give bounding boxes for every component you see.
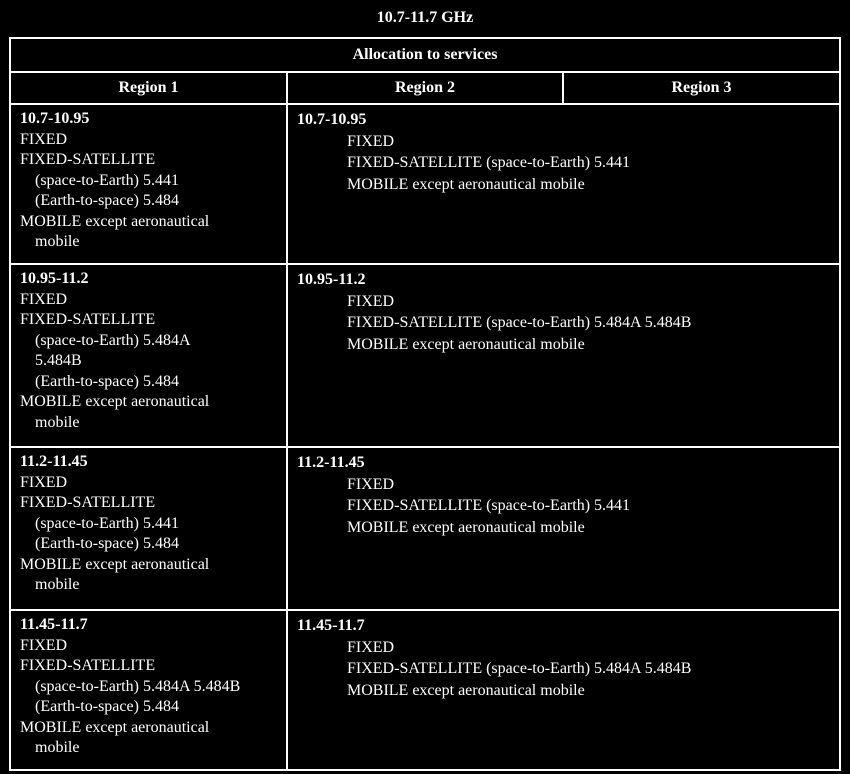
service-line: FIXED xyxy=(347,638,395,656)
region23-cell xyxy=(287,264,840,447)
service-line: FIXED xyxy=(347,292,395,310)
service-line: FIXED-SATELLITE xyxy=(20,494,156,511)
service-line: MOBILE except aeronautical mobile xyxy=(347,681,585,699)
service-line: MOBILE except aeronautical xyxy=(20,393,210,410)
service-line: (Earth-to-space) 5.484 xyxy=(35,192,179,209)
service-line: FIXED-SATELLITE (space-to-Earth) 5.484A 5.484B xyxy=(347,660,692,677)
service-line: FIXED xyxy=(20,130,68,148)
region1-cell xyxy=(10,447,287,610)
service-line: MOBILE except aeronautical xyxy=(20,555,210,573)
service-line: mobile xyxy=(35,233,80,250)
region23-cell xyxy=(287,610,840,770)
service-line: MOBILE except aeronautical mobile xyxy=(347,175,585,193)
service-line: FIXED-SATELLITE (space-to-Earth) 5.441 xyxy=(347,497,631,514)
service-line: FIXED xyxy=(347,475,395,493)
allocation-header: Allocation to services xyxy=(10,38,840,72)
region2-header: Region 2 xyxy=(287,72,563,104)
band-label: 11.45-11.7 xyxy=(20,616,88,633)
service-line: FIXED xyxy=(347,132,395,150)
band-label: 10.7-10.95 xyxy=(20,110,90,127)
region1-cell xyxy=(10,104,287,264)
service-line: (space-to-Earth) 5.484A xyxy=(35,331,191,349)
region23-cell xyxy=(287,104,840,264)
band-label: 11.2-11.45 xyxy=(20,453,88,470)
service-line: FIXED-SATELLITE xyxy=(20,151,156,168)
region1-header: Region 1 xyxy=(10,72,287,104)
service-line: mobile xyxy=(35,739,80,756)
service-line: 5.484B xyxy=(35,352,82,369)
service-line: (Earth-to-space) 5.484 xyxy=(35,372,179,390)
service-line: MOBILE except aeronautical xyxy=(20,718,210,736)
region3-header: Region 3 xyxy=(563,72,840,104)
service-line: FIXED-SATELLITE (space-to-Earth) 5.441 xyxy=(347,154,631,171)
service-line: mobile xyxy=(35,413,80,431)
page-title: 10.7-11.7 GHz xyxy=(376,9,474,26)
region23-cell xyxy=(287,447,840,610)
service-line: MOBILE except aeronautical mobile xyxy=(347,335,585,353)
service-line: (space-to-Earth) 5.441 xyxy=(35,514,179,532)
band-label: 11.45-11.7 xyxy=(297,617,365,634)
service-line: FIXED-SATELLITE (space-to-Earth) 5.484A 5.484B xyxy=(347,314,692,331)
table-row xyxy=(10,447,840,610)
table-row xyxy=(10,610,840,770)
table-row xyxy=(10,104,840,264)
band-label: 10.7-10.95 xyxy=(297,111,367,128)
service-line: (space-to-Earth) 5.441 xyxy=(35,171,179,189)
service-line: (space-to-Earth) 5.484A 5.484B xyxy=(35,677,241,695)
band-label: 10.95-11.2 xyxy=(297,271,366,288)
service-line: FIXED xyxy=(20,636,68,654)
service-line: FIXED xyxy=(20,290,68,308)
region-header-row xyxy=(10,72,840,104)
service-line: mobile xyxy=(35,576,80,593)
band-label: 10.95-11.2 xyxy=(20,270,89,287)
service-line: (Earth-to-space) 5.484 xyxy=(35,698,179,715)
table-row xyxy=(10,264,840,447)
service-line: MOBILE except aeronautical xyxy=(20,212,210,230)
service-line: FIXED-SATELLITE xyxy=(20,311,156,328)
table-header-row xyxy=(10,38,840,72)
allocation-table xyxy=(9,37,841,771)
service-line: FIXED xyxy=(20,473,68,491)
band-label: 11.2-11.45 xyxy=(297,454,365,471)
region1-cell xyxy=(10,264,287,447)
region1-cell xyxy=(10,610,287,770)
service-line: FIXED-SATELLITE xyxy=(20,657,156,674)
service-line: MOBILE except aeronautical mobile xyxy=(347,518,585,536)
service-line: (Earth-to-space) 5.484 xyxy=(35,535,179,552)
